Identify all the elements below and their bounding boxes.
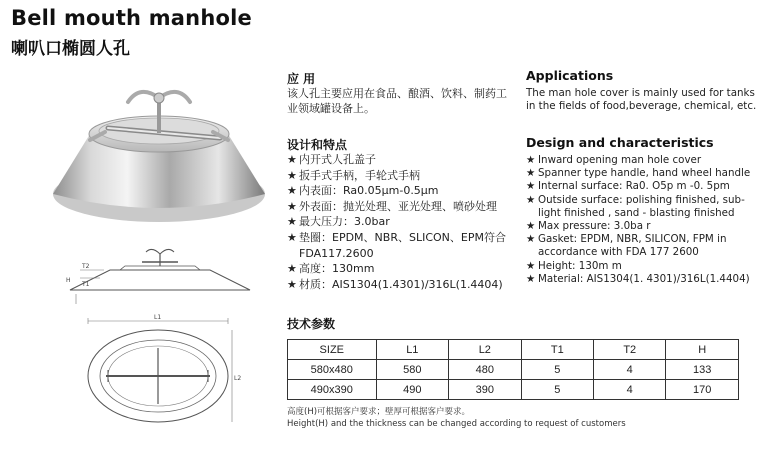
table-cell: 480 <box>449 360 522 380</box>
star-icon: ★ <box>526 167 536 180</box>
table-cell: 4 <box>594 360 666 380</box>
table-cell: 490x390 <box>288 380 377 400</box>
applications-text-cn: 该人孔主要应用在食品、酿酒、饮料、制药工业领域罐设备上。 <box>287 87 507 115</box>
table-cell: 390 <box>449 380 522 400</box>
star-icon: ★ <box>287 153 297 166</box>
star-icon: ★ <box>526 180 536 193</box>
star-icon: ★ <box>287 277 297 291</box>
star-icon: ★ <box>287 262 297 276</box>
header-size: SIZE <box>288 340 377 360</box>
table-row <box>288 360 739 380</box>
applications-text-en: The man hole cover is mainly used for tanks in the fields of food,beverage, chemical, etc. <box>526 87 757 113</box>
star-icon: ★ <box>526 259 536 272</box>
label-t2: T2 <box>82 263 90 270</box>
star-icon: ★ <box>287 215 297 229</box>
header-l2: L2 <box>449 340 522 360</box>
list-item: ★ 材质：AIS1304(1.4301)/316L(1.4404) <box>287 277 503 291</box>
star-icon: ★ <box>287 230 297 244</box>
table-cell: 5 <box>521 380 593 400</box>
star-icon: ★ <box>526 193 536 206</box>
list-item: ★ 垫圈：EPDM、NBR、SLICON、EPM符合FDA117.2600 <box>287 230 506 260</box>
star-icon: ★ <box>526 233 536 246</box>
list-item: ★ Spanner type handle, hand wheel handle <box>526 167 751 180</box>
star-icon: ★ <box>287 184 297 198</box>
list-item: ★ Gasket: EPDM, NBR, SILICON, FPM in accordance with FDA 177 2600 <box>526 233 727 259</box>
star-icon: ★ <box>526 220 536 233</box>
label-h: H <box>66 277 71 284</box>
list-item: ★ Outside surface: polishing finished, sub-light finished , sand - blasting finished <box>526 193 745 219</box>
list-item: ★ Max pressure: 3.0ba r <box>526 220 651 233</box>
list-item: ★ Internal surface: Ra0. O5p m -0. 5pm <box>526 180 730 193</box>
table-cell: 133 <box>666 360 739 380</box>
title-en: Bell mouth manhole <box>11 6 252 30</box>
list-item: ★ 高度：130mm <box>287 262 375 276</box>
design-list-cn <box>287 152 515 292</box>
spec-table <box>287 339 739 400</box>
applications-heading-en: Applications <box>526 68 614 83</box>
label-l2: L2 <box>234 375 242 382</box>
tech-heading-cn: 技术参数 <box>287 317 336 331</box>
list-item: ★ 内开式人孔盖子 <box>287 153 376 166</box>
title-cn: 喇叭口椭圆人孔 <box>11 39 130 59</box>
star-icon: ★ <box>526 154 536 166</box>
manhole-photo <box>50 76 268 226</box>
list-item: ★ Inward opening man hole cover <box>526 154 702 166</box>
list-item: ★ 扳手式手柄，手轮式手柄 <box>287 168 420 182</box>
table-row <box>288 380 739 400</box>
header-t2: T2 <box>594 340 666 360</box>
star-icon: ★ <box>287 168 297 182</box>
table-cell: 170 <box>666 380 739 400</box>
list-item: ★ Material: AIS1304(1. 4301)/316L(1.4404) <box>526 272 750 285</box>
label-t1: T1 <box>82 281 90 288</box>
design-heading-cn: 设计和特点 <box>287 138 348 152</box>
table-cell: 4 <box>594 380 666 400</box>
list-item: ★ Height: 130m m <box>526 259 622 272</box>
table-cell: 580 <box>376 360 449 380</box>
list-item: ★ 内表面：Ra0.05μm-0.5μm <box>287 184 439 198</box>
label-l1: L1 <box>154 314 162 321</box>
table-cell: 490 <box>376 380 449 400</box>
top-view-drawing <box>78 312 242 428</box>
star-icon: ★ <box>526 272 536 285</box>
table-header-row <box>288 340 739 360</box>
header-h: H <box>666 340 739 360</box>
list-item: ★ 最大压力：3.0bar <box>287 215 390 229</box>
table-cell: 580x480 <box>288 360 377 380</box>
header-l1: L1 <box>376 340 449 360</box>
footnote-en: Height(H) and the thickness can be changed according to request of customers <box>287 419 626 429</box>
list-item: ★ 外表面：抛光处理、亚光处理、喷砂处理 <box>287 199 497 213</box>
design-heading-en: Design and characteristics <box>526 135 714 150</box>
applications-heading-cn: 应 用 <box>287 72 316 86</box>
footnote-cn: 高度(H)可根据客户要求；壁厚可根据客户要求。 <box>287 407 471 417</box>
table-cell: 5 <box>521 360 593 380</box>
star-icon: ★ <box>287 199 297 213</box>
design-list-en <box>526 154 762 286</box>
header-t1: T1 <box>521 340 593 360</box>
side-view-drawing <box>60 240 260 306</box>
